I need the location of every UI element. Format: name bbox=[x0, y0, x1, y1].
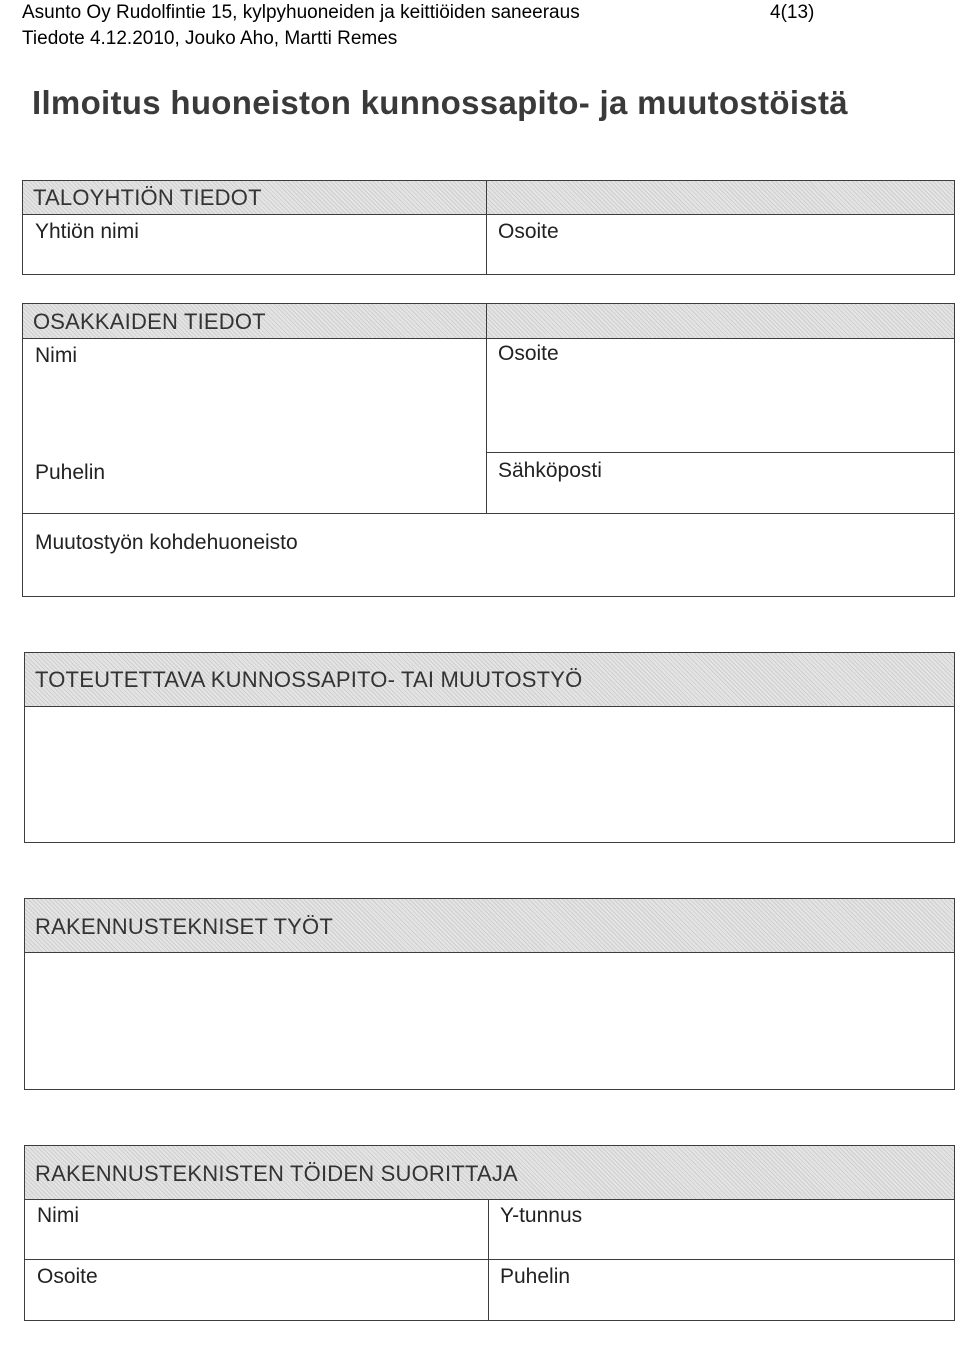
suorittaja-section bbox=[24, 1145, 955, 1321]
divider bbox=[486, 181, 487, 274]
company-address-field[interactable] bbox=[488, 215, 954, 274]
header-line-1: Asunto Oy Rudolfintie 15, kylpyhuoneiden ja keittiöiden saneeraus bbox=[22, 2, 580, 23]
work-description-field[interactable] bbox=[25, 707, 954, 842]
taloyhtio-heading-band bbox=[23, 181, 954, 215]
owner-address-label: Osoite bbox=[498, 342, 559, 365]
contractor-phone-label: Puhelin bbox=[500, 1265, 571, 1288]
company-address-label: Osoite bbox=[498, 220, 559, 243]
owner-address-field[interactable] bbox=[488, 339, 954, 451]
contractor-name-label: Nimi bbox=[37, 1204, 79, 1227]
page-number: 4(13) bbox=[770, 2, 815, 23]
company-name-field[interactable] bbox=[23, 215, 485, 274]
owner-phone-field[interactable] bbox=[23, 459, 485, 512]
osakkaat-heading: OSAKKAIDEN TIEDOT bbox=[33, 309, 266, 334]
taloyhtio-heading: TALOYHTIÖN TIEDOT bbox=[33, 185, 262, 210]
toteutettava-heading: TOTEUTETTAVA KUNNOSSAPITO- TAI MUUTOSTYÖ bbox=[35, 667, 583, 692]
divider bbox=[25, 1259, 954, 1260]
company-name-label: Yhtiön nimi bbox=[35, 220, 139, 243]
business-id-field[interactable] bbox=[490, 1200, 954, 1258]
rakennustekniset-section bbox=[24, 898, 955, 1090]
osakkaat-heading-band bbox=[23, 304, 954, 339]
page-title: Ilmoitus huoneiston kunnossapito- ja muutostöistä bbox=[32, 84, 848, 121]
contractor-address-label: Osoite bbox=[37, 1265, 98, 1288]
suorittaja-heading: RAKENNUSTEKNISTEN TÖIDEN SUORITTAJA bbox=[35, 1161, 518, 1186]
toteutettava-section bbox=[24, 652, 955, 843]
divider bbox=[23, 513, 954, 514]
header-line-2: Tiedote 4.12.2010, Jouko Aho, Martti Remes bbox=[22, 28, 398, 49]
owner-name-label: Nimi bbox=[35, 344, 77, 367]
suorittaja-heading-band bbox=[25, 1146, 954, 1200]
owner-name-field[interactable] bbox=[23, 339, 485, 459]
divider bbox=[486, 304, 487, 514]
toteutettava-heading-band bbox=[25, 653, 954, 707]
target-apartment-field[interactable] bbox=[23, 515, 954, 596]
osakkaat-section bbox=[22, 303, 955, 597]
rakennustekniset-heading-band bbox=[25, 899, 954, 953]
rakennustekniset-heading: RAKENNUSTEKNISET TYÖT bbox=[35, 914, 333, 939]
owner-email-label: Sähköposti bbox=[498, 459, 602, 482]
contractor-address-field[interactable] bbox=[25, 1261, 487, 1320]
construction-work-field[interactable] bbox=[25, 953, 954, 1089]
owner-phone-label: Puhelin bbox=[35, 461, 106, 484]
target-apartment-label: Muutostyön kohdehuoneisto bbox=[35, 531, 298, 554]
taloyhtio-section bbox=[22, 180, 955, 275]
document-header bbox=[22, 0, 832, 52]
divider bbox=[486, 452, 954, 453]
business-id-label: Y-tunnus bbox=[500, 1204, 583, 1227]
contractor-phone-field[interactable] bbox=[490, 1261, 954, 1320]
owner-email-field[interactable] bbox=[488, 454, 954, 512]
contractor-name-field[interactable] bbox=[25, 1200, 487, 1258]
